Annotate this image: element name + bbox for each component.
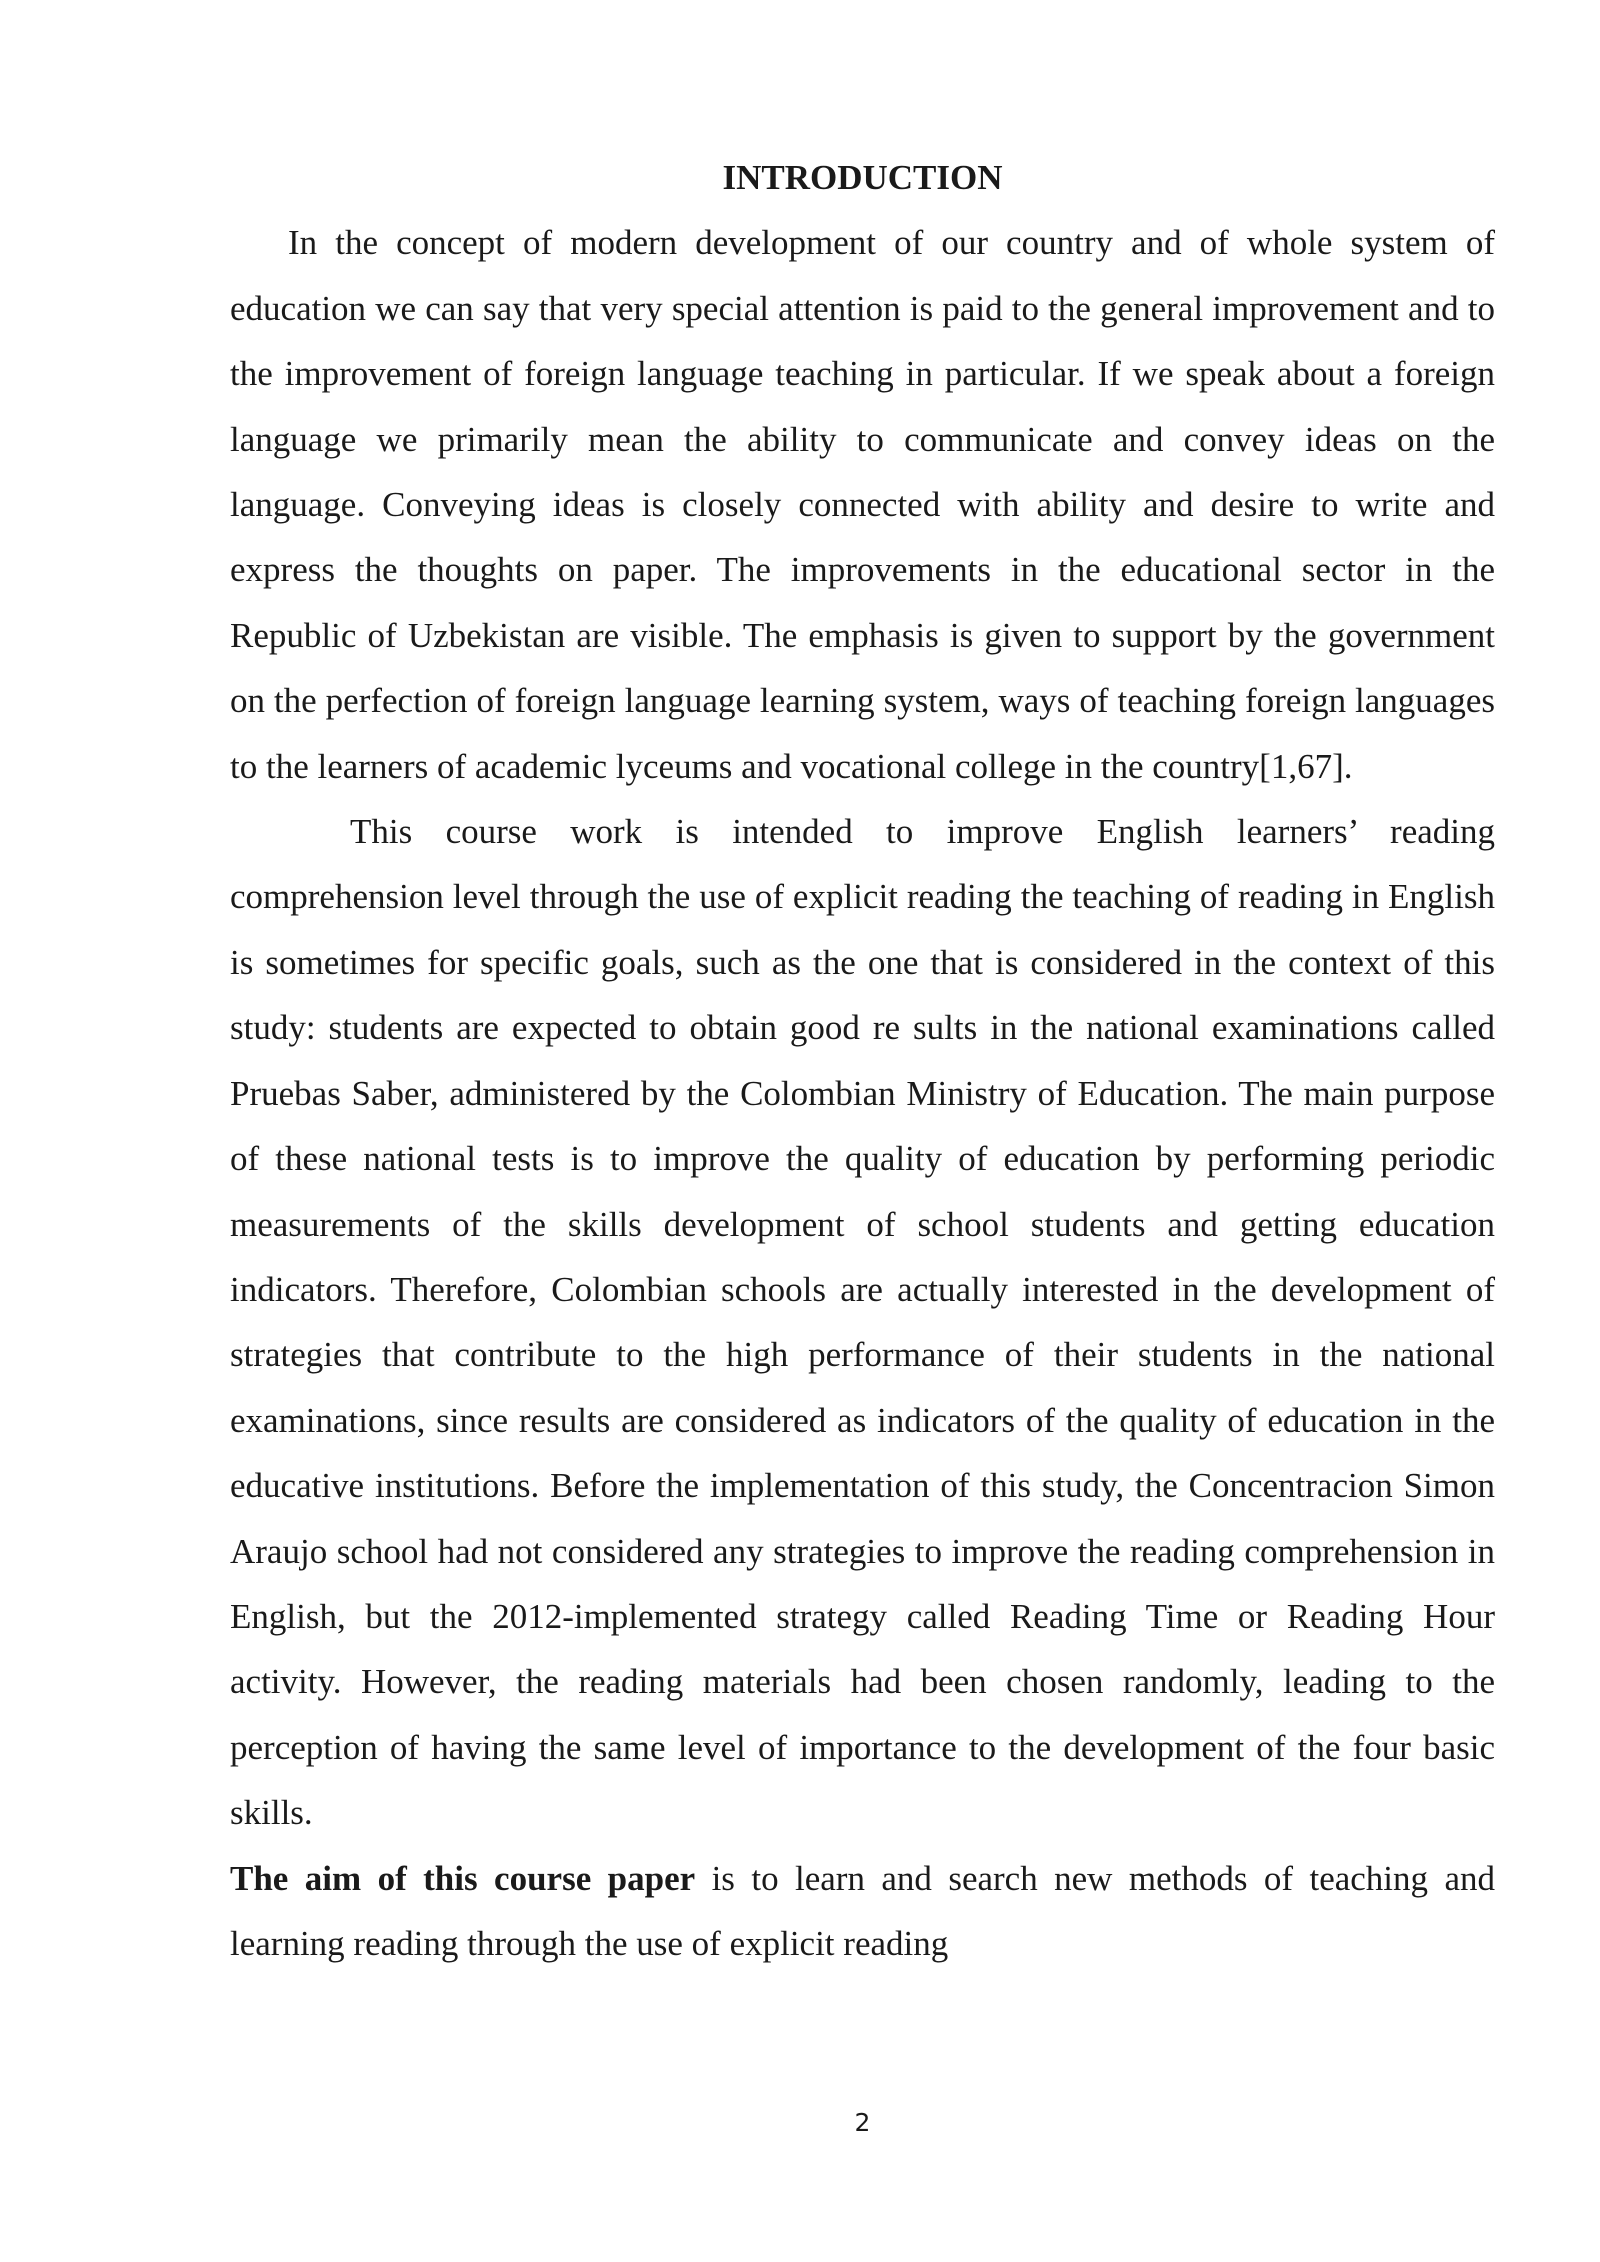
document-body xyxy=(230,145,1495,1976)
page-number: 2 xyxy=(854,2108,871,2137)
paragraph-intro: In the concept of modern development of our country and of whole system of education we can say that very special attention is paid to the general improvement and to the improvement of foreign language teaching in particular. If we speak about a foreign language we primarily mean the ability to communicate and convey ideas on the language. Conveying ideas is closely connected with ability and desire to write and express the thoughts on paper. The improvements in the educational sector in the Republic of Uzbekistan are visible. The emphasis is given to support by the government on the perfection of foreign language learning system, ways of teaching foreign languages to the learners of academic lyceums and vocational college in the country[1,67]. xyxy=(230,223,1495,786)
paragraph-aim xyxy=(230,1846,1495,1977)
page-title: INTRODUCTION xyxy=(722,158,1003,197)
aim-rest-text: is to learn and search new methods of teaching and learning reading through the use of explicit reading xyxy=(230,1858,1495,1963)
aim-lead-text: The aim of this course paper xyxy=(230,1858,696,1898)
paragraph-course-work: This course work is intended to improve English learners’ reading comprehension level through the use of explicit reading the teaching of reading in English is sometimes for specific goals, such as the one that is considered in the context of this study: students are expected to obtain good re sults in the national examinations called Pruebas Saber, administered by the Colombian Ministry of Education. The main purpose of these national tests is to improve the quality of education by performing periodic measurements of the skills development of school students and getting education indicators. Therefore, Colombian schools are actually interested in the development of strategies that contribute to the high performance of their students in the national examinations, since results are considered as indicators of the quality of education in the educative institutions. Before the implementation of this study, the Concentracion Simon Araujo school had not considered any strategies to improve the reading comprehension in English, but the 2012-implemented strategy called Reading Time or Reading Hour activity. However, the reading materials had been chosen randomly, leading to the perception of having the same level of importance to the development of the four basic skills. xyxy=(230,812,1495,1833)
